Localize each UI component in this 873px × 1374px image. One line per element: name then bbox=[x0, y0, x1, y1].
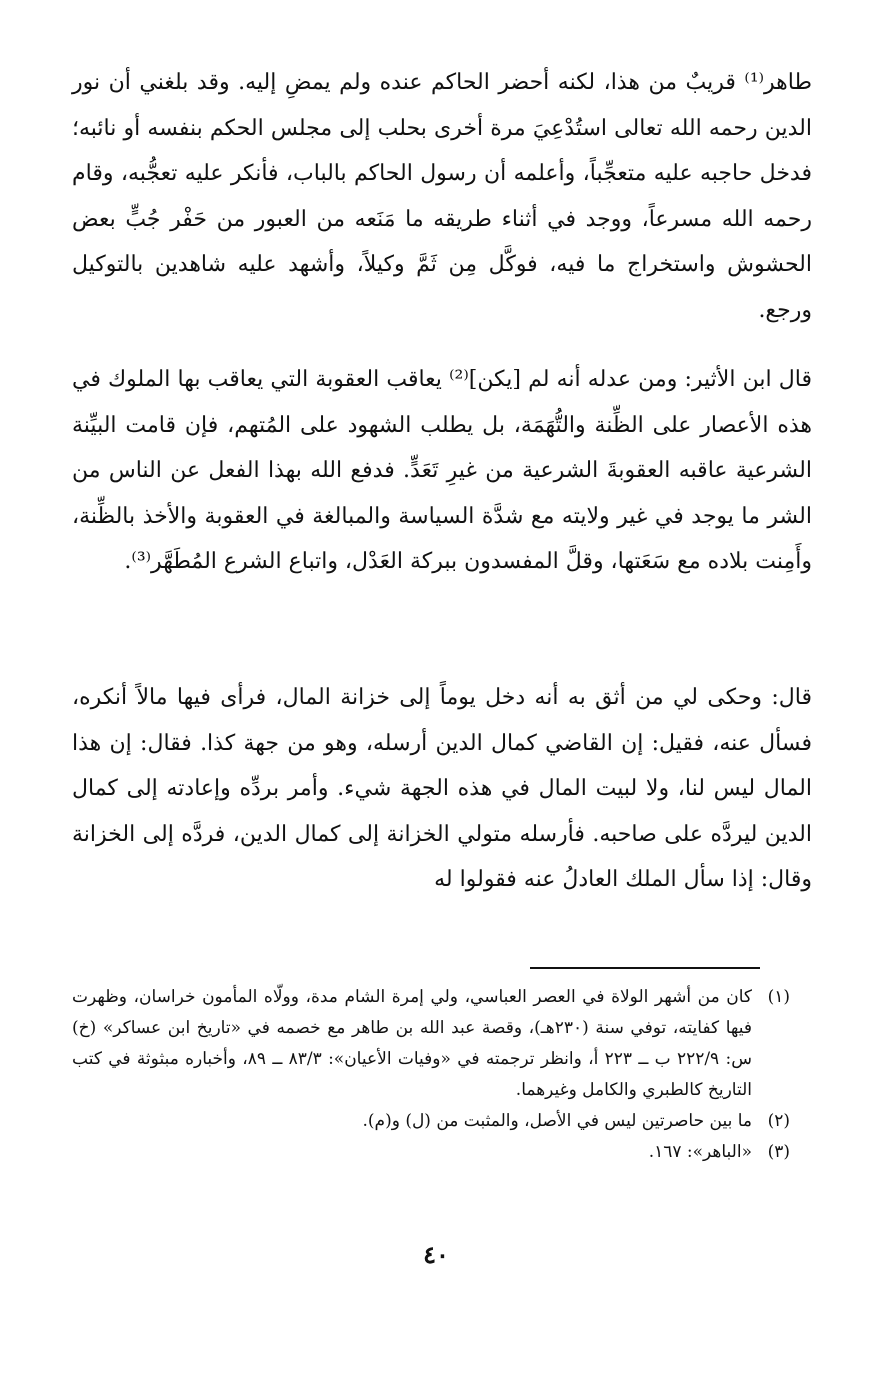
body-paragraph-1: طاهر⁽¹⁾ قريبٌ من هذا، لكنه أحضر الحاكم عنده ولم يمضِ إليه. وقد بلغني أن نور الدين رحمه الله تعالى استُدْعِيَ مرة أخرى بحلب إلى مجلس الحكم بنفسه أو نائبه؛ فدخل حاجبه عليه متعجِّباً، وأعلمه أن رسول الحاكم بالباب، فأنكر عليه تعجُّبه، وقام رحمه الله مسرعاً، ووجد في أثناء طريقه ما مَنَعه من العبور من حَفْر جُبٍّ بعض الحشوش واستخراج ما فيه، فوكَّل مِن ثَمَّ وكيلاً، وأشهد عليه شاهدين بالتوكيل ورجع. bbox=[72, 70, 812, 323]
footnotes bbox=[72, 982, 790, 1168]
footnote-3 bbox=[72, 1137, 790, 1168]
footnote-number: (١) bbox=[767, 987, 790, 1007]
footnote-divider bbox=[530, 967, 760, 969]
body-paragraph-2: قال ابن الأثير: ومن عدله أنه لم [يكن]⁽²⁾ يعاقب العقوبة التي يعاقب بها الملوك في هذه الأعصار على الظِّنة والتُّهَمَة، بل يطلب الشهود على المُتهم، فإن قامت البيِّنة الشرعية عاقبه العقوبةَ الشرعية من غيرِ تَعَدٍّ. فدفع الله بهذا الفعل عن الناس من الشر ما يوجد في غير ولايته مع شدَّة السياسة والمبالغة في العقوبة والأخذ بالظِّنة، وأَمِنت بلاده مع سَعَتها، وقلَّ المفسدون ببركة العَدْل، واتباع الشرع المُطَهَّر⁽³⁾. bbox=[72, 367, 812, 574]
footnote-number: (٣) bbox=[767, 1142, 790, 1162]
page-number: ٤٠ bbox=[423, 1240, 449, 1269]
footnote-2 bbox=[72, 1106, 790, 1137]
footnote-1 bbox=[72, 982, 790, 1106]
footnote-text: «الباهر»: ١٦٧. bbox=[648, 1142, 752, 1162]
footnote-text: ما بين حاصرتين ليس في الأصل، والمثبت من (ل) و(م). bbox=[362, 1111, 752, 1131]
footnote-text: كان من أشهر الولاة في العصر العباسي، ولي إمرة الشام مدة، وولّاه المأمون خراسان، وظهرت فيها كفايته، توفي سنة (٢٣٠هـ)، وقصة عبد الله بن طاهر مع خصمه في «تاريخ ابن عساكر» (خ) س: ٢٢٢/٩ ب ــ ٢٢٣ أ، وانظر ترجمته في «وفيات الأعيان»: ٨٣/٣ ــ ٨٩، وأخباره مبثوثة في كتب التاريخ كالطبري والكامل وغيرهما. bbox=[72, 987, 752, 1100]
footnote-number: (٢) bbox=[767, 1111, 790, 1131]
body-paragraph-3: قال: وحكى لي من أثق به أنه دخل يوماً إلى خزانة المال، فرأى فيها مالاً أنكره، فسأل عنه، فقيل: إن القاضي كمال الدين أرسله، وهو من جهة كذا. فقال: إن هذا المال ليس لنا، ولا لبيت المال في هذه الجهة شيء. وأمر بردِّه وإعادته إلى كمال الدين ليردَّه على صاحبه. فأرسله متولي الخزانة إلى كمال الدين، فردَّه إلى الخزانة وقال: إذا سأل الملك العادلُ عنه فقولوا له bbox=[72, 685, 812, 892]
